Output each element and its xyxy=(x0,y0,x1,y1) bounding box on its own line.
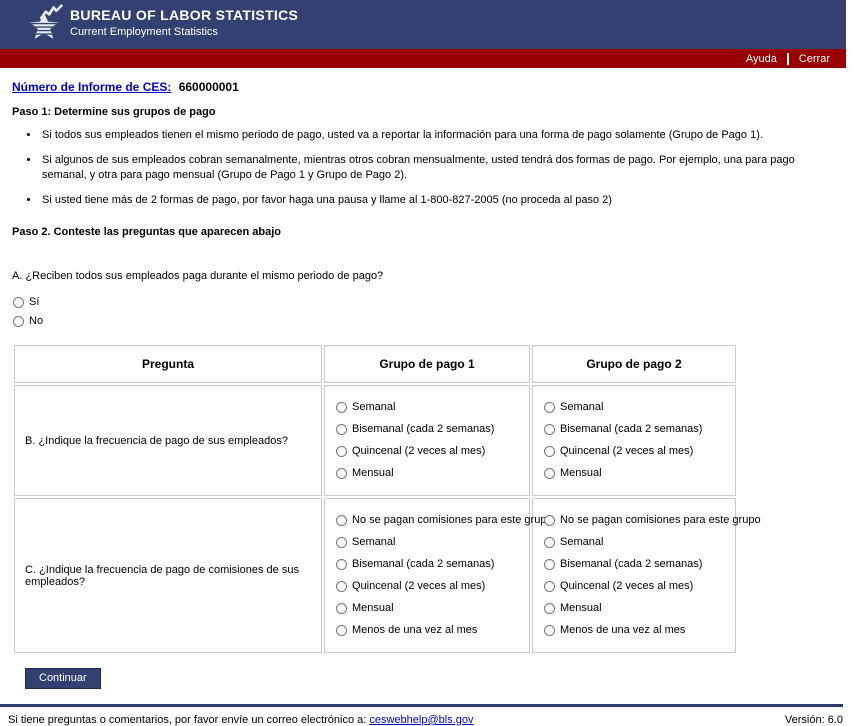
question-cell: B. ¿Indique la frecuencia de pago de sus empleados? xyxy=(14,385,322,496)
footer-email-link[interactable]: ceswebhelp@bls.gov xyxy=(369,714,474,726)
radio-option[interactable] xyxy=(335,465,521,481)
app-subtitle: Current Employment Statistics xyxy=(70,26,218,38)
paso1-bullet-3: • Si usted tiene más de 2 formas de pago, por favor haga una pausa y llame al 1-800-827-2005 (no proceda al paso 2) xyxy=(40,193,840,208)
radio-option-label: Semanal xyxy=(352,536,396,548)
options-cell-grupo-2 xyxy=(532,498,761,653)
question-cell: C. ¿Indique la frecuencia de pago de comisiones de sus empleados? xyxy=(14,498,322,653)
radio-row1-grupo2-option5[interactable] xyxy=(544,625,555,636)
radio-option-si[interactable] xyxy=(12,294,844,310)
ayuda-link[interactable]: Ayuda xyxy=(745,52,777,65)
radio-option-label: Sí xyxy=(29,296,40,308)
radio-option[interactable] xyxy=(543,600,727,616)
header-grupo-2: Grupo de pago 2 xyxy=(532,345,736,383)
radio-option[interactable] xyxy=(335,556,521,572)
radio-option-label: Mensual xyxy=(560,467,602,479)
options-cell-grupo-2 xyxy=(532,385,736,496)
radio-option[interactable] xyxy=(543,556,727,572)
footer-contact xyxy=(8,714,474,726)
question-a-options xyxy=(12,294,844,329)
report-number-line xyxy=(12,80,844,94)
options-cell-grupo-1 xyxy=(324,385,530,496)
radio-questionA-si[interactable] xyxy=(13,297,24,308)
table-row xyxy=(14,498,736,653)
radio-row0-grupo2-option0[interactable] xyxy=(544,402,555,413)
radio-option-label: Mensual xyxy=(560,602,602,614)
masthead xyxy=(0,0,846,49)
radio-option-label: No se pagan comisiones para este grupo xyxy=(560,514,761,526)
radio-row0-grupo2-option3[interactable] xyxy=(544,468,555,479)
radio-row1-grupo1-option3[interactable] xyxy=(336,581,347,592)
radio-option[interactable] xyxy=(543,399,727,415)
radio-option[interactable] xyxy=(543,443,727,459)
radio-option[interactable] xyxy=(543,622,727,638)
radio-option[interactable] xyxy=(543,578,727,594)
radio-option-label: Quincenal (2 veces al mes) xyxy=(560,580,694,592)
table-header-row xyxy=(14,345,736,383)
radio-row1-grupo1-option4[interactable] xyxy=(336,603,347,614)
radio-row0-grupo1-option2[interactable] xyxy=(336,446,347,457)
radio-option-label: Quincenal (2 veces al mes) xyxy=(352,580,486,592)
radio-option[interactable] xyxy=(543,421,727,437)
radio-option-label: Mensual xyxy=(352,467,394,479)
radio-row0-grupo2-option2[interactable] xyxy=(544,446,555,457)
radio-option-label: Quincenal (2 veces al mes) xyxy=(560,445,694,457)
radio-row1-grupo2-option4[interactable] xyxy=(544,603,555,614)
radio-option[interactable] xyxy=(335,399,521,415)
radio-row0-grupo2-option1[interactable] xyxy=(544,424,555,435)
radio-option-label: Quincenal (2 veces al mes) xyxy=(352,445,486,457)
report-number-value: 660000001 xyxy=(178,80,239,94)
radio-option[interactable] xyxy=(543,512,761,528)
radio-option-label: Menos de una vez al mes xyxy=(560,624,686,636)
question-a-text: A. ¿Reciben todos sus empleados paga durante el mismo periodo de pago? xyxy=(12,270,384,282)
radio-option-label: No se pagan comisiones para este grupo xyxy=(352,514,553,526)
radio-questionA-no[interactable] xyxy=(13,316,24,327)
radio-row1-grupo2-option2[interactable] xyxy=(544,559,555,570)
radio-row1-grupo1-option2[interactable] xyxy=(336,559,347,570)
radio-option[interactable] xyxy=(335,512,553,528)
radio-option[interactable] xyxy=(335,622,521,638)
paso1-bullet-1: • Si todos sus empleados tienen el mismo periodo de pago, usted va a reportar la información para una forma de pago solamente (Grupo de Pago 1). xyxy=(40,128,840,143)
radio-option-label: Bisemanal (cada 2 semanas) xyxy=(352,558,495,570)
paso2-title: Paso 2. Conteste las preguntas que aparecen abajo xyxy=(12,226,281,238)
radio-row1-grupo1-option0[interactable] xyxy=(336,515,347,526)
radio-row0-grupo1-option1[interactable] xyxy=(336,424,347,435)
radio-row1-grupo2-option3[interactable] xyxy=(544,581,555,592)
paso1-bullet-2: • Si algunos de sus empleados cobran semanalmente, mientras otros cobran mensualmente, usted tendrá dos formas de pago. Por ejemplo, una para pago semanal, y otra para pago mensual (Grupo de Pago 1 y Grupo de Pago 2). xyxy=(40,153,840,183)
radio-option[interactable] xyxy=(335,421,521,437)
table-row xyxy=(14,385,736,496)
agency-title: BUREAU OF LABOR STATISTICS xyxy=(70,7,299,23)
header-grupo-1: Grupo de pago 1 xyxy=(324,345,530,383)
main-content xyxy=(0,68,856,689)
radio-option-label: No xyxy=(29,315,44,327)
radio-option-label: Bisemanal (cada 2 semanas) xyxy=(560,558,703,570)
header-pregunta: Pregunta xyxy=(14,345,322,383)
pay-groups-table xyxy=(12,343,761,655)
radio-row1-grupo2-option0[interactable] xyxy=(544,515,555,526)
radio-option[interactable] xyxy=(335,443,521,459)
radio-option-no[interactable] xyxy=(12,313,844,329)
cerrar-link[interactable]: Cerrar xyxy=(798,52,830,65)
options-cell-grupo-1 xyxy=(324,498,553,653)
pay-table-body xyxy=(14,385,761,653)
radio-row1-grupo1-option1[interactable] xyxy=(336,537,347,548)
radio-row0-grupo1-option3[interactable] xyxy=(336,468,347,479)
radio-option-label: Menos de una vez al mes xyxy=(352,624,478,636)
radio-option[interactable] xyxy=(335,534,521,550)
radio-row0-grupo1-option0[interactable] xyxy=(336,402,347,413)
radio-option[interactable] xyxy=(543,534,727,550)
footer-contact-text: Si tiene preguntas o comentarios, por favor envíe un correo electrónico a: xyxy=(8,714,367,726)
radio-option-label: Semanal xyxy=(352,401,396,413)
radio-option-label: Semanal xyxy=(560,536,604,548)
radio-option[interactable] xyxy=(543,465,727,481)
radio-option-label: Bisemanal (cada 2 semanas) xyxy=(352,423,495,435)
radio-option[interactable] xyxy=(335,578,521,594)
report-number-link[interactable]: Número de Informe de CES: xyxy=(12,80,172,94)
top-nav-bar xyxy=(0,49,846,68)
paso1-title: Paso 1: Determine sus grupos de pago xyxy=(12,106,216,118)
radio-row1-grupo2-option1[interactable] xyxy=(544,537,555,548)
radio-row1-grupo1-option5[interactable] xyxy=(336,625,347,636)
radio-option[interactable] xyxy=(335,600,521,616)
continuar-button[interactable]: Continuar xyxy=(25,668,101,689)
bls-star-logo-icon xyxy=(23,3,65,45)
paso1-bullet-list xyxy=(40,128,844,208)
radio-option-label: Bisemanal (cada 2 semanas) xyxy=(560,423,703,435)
footer-version: Versión: 6.0 xyxy=(784,714,843,726)
radio-option-label: Semanal xyxy=(560,401,604,413)
radio-option-label: Mensual xyxy=(352,602,394,614)
footer xyxy=(0,707,843,726)
